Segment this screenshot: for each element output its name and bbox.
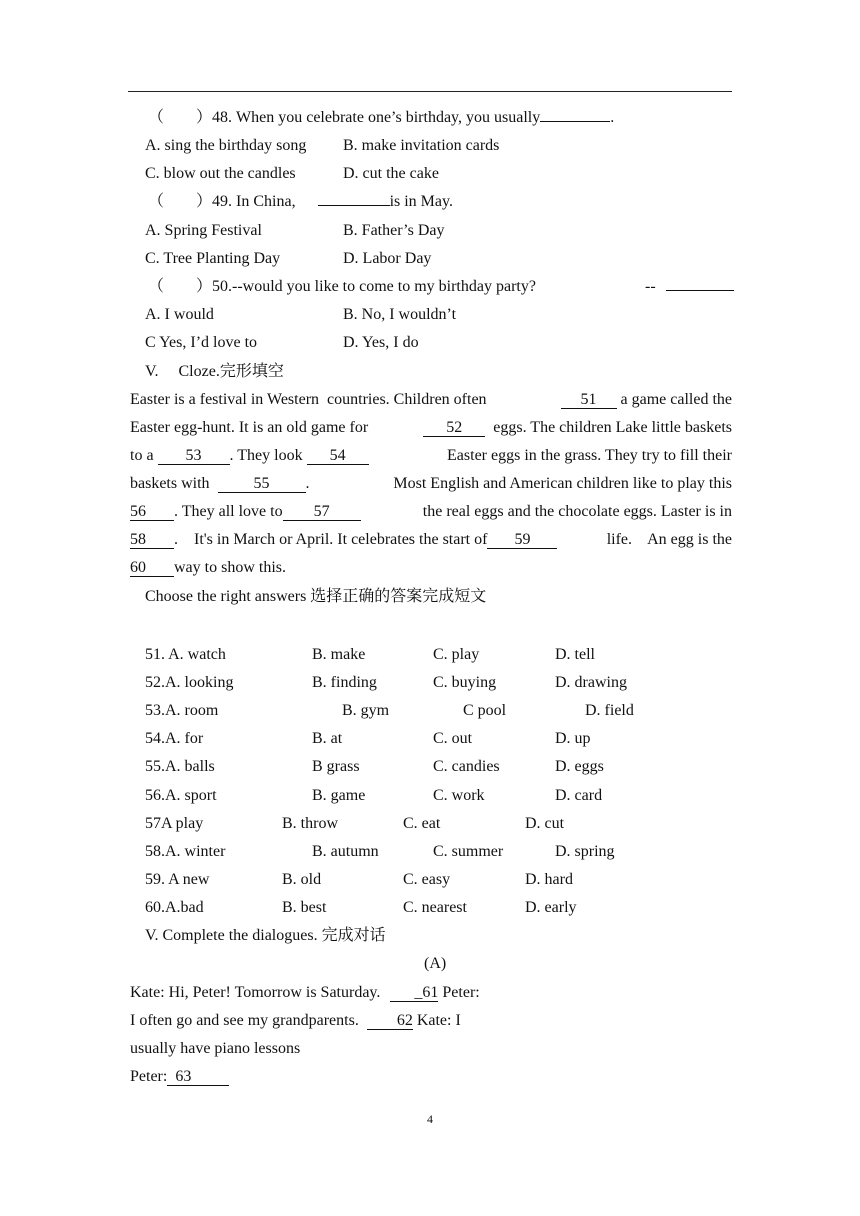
list-item: B. at	[312, 730, 343, 747]
list-item: B. autumn	[312, 843, 379, 860]
question-48: （ ）48. When you celebrate one’s birthday, you usually .	[148, 109, 615, 126]
answer-bracket: （ ）	[148, 109, 213, 126]
question-stem: 50.--would you like to come to my birthday party?	[212, 278, 536, 295]
list-item: 53.A. room	[145, 702, 219, 719]
list-item: C. play	[433, 646, 480, 663]
list-item: D. spring	[555, 843, 615, 860]
cloze-blank-54: 54	[307, 447, 369, 465]
list-item: D. hard	[525, 871, 573, 888]
list-item: B. throw	[282, 815, 338, 832]
list-item: 55.A. balls	[145, 758, 215, 775]
list-item: 59. A new	[145, 871, 210, 888]
cloze-blank-56: 56	[130, 503, 174, 521]
option-c: C. Tree Planting Day	[145, 250, 281, 267]
answer-blank	[318, 205, 390, 206]
question-stem: 48. When you celebrate one’s birthday, you usually	[212, 109, 541, 126]
option-d: D. Labor Day	[343, 250, 432, 267]
list-item: 51. A. watch	[145, 646, 226, 663]
question-50	[148, 277, 536, 297]
cloze-blank-58: 58	[130, 531, 174, 549]
cloze-blank-60: 60	[130, 559, 174, 577]
cloze-blank-57: 57	[283, 503, 361, 521]
list-item: 57A play	[145, 815, 204, 832]
list-item: D. card	[555, 787, 603, 804]
option-c: C Yes, I’d love to	[145, 334, 258, 351]
option-b: B. No, I wouldn’t	[343, 306, 457, 323]
option-b: B. make invitation cards	[343, 137, 500, 154]
option-a: A. sing the birthday song	[145, 137, 307, 154]
list-item: C pool	[463, 702, 507, 719]
list-item: B. game	[312, 787, 366, 804]
list-item: C. buying	[433, 674, 497, 691]
section-heading-dialogue: V. Complete the dialogues. 完成对话	[145, 927, 386, 944]
dialogue-line: Kate: Hi, Peter! Tomorrow is Saturday. _61 Peter:	[130, 984, 480, 1001]
list-item: D. up	[555, 730, 591, 747]
answer-bracket: （ ）	[148, 193, 213, 210]
option-c: C. blow out the candles	[145, 165, 296, 182]
list-item: C. eat	[403, 815, 441, 832]
question-stem: 49. In China,	[212, 193, 300, 210]
page-number: 4	[427, 1112, 433, 1126]
list-item: B. best	[282, 899, 327, 916]
list-item: D. tell	[555, 646, 595, 663]
dialogue-blank-63: 63	[167, 1068, 229, 1086]
cloze-blank-59: 59	[487, 531, 557, 549]
cloze-blank-55: 55	[218, 475, 306, 493]
list-item: C. candies	[433, 758, 500, 775]
option-b: B. Father’s Day	[343, 222, 445, 239]
list-item: B. gym	[342, 702, 390, 719]
dialogue-line: Peter: 63	[130, 1067, 229, 1087]
list-item: C. out	[433, 730, 473, 747]
option-a: A. Spring Festival	[145, 222, 262, 239]
list-item: D. cut	[525, 815, 565, 832]
list-item: 52.A. looking	[145, 674, 234, 691]
dialogue-blank-62: 62	[367, 1012, 413, 1030]
list-item: D. eggs	[555, 758, 604, 775]
list-item: B. old	[282, 871, 322, 888]
list-item: D. field	[585, 702, 634, 719]
cloze-blank-52: 52	[423, 419, 485, 437]
list-item: C. work	[433, 787, 485, 804]
list-item: D. early	[525, 899, 577, 916]
list-item: 60.A.bad	[145, 899, 204, 916]
answer-dash: --	[645, 277, 734, 297]
answer-bracket: （ ）	[148, 278, 213, 295]
dialogue-line: usually have piano lessons	[130, 1040, 301, 1057]
dialogue-part-label: (A)	[424, 955, 447, 972]
cloze-instruction: Choose the right answers 选择正确的答案完成短文	[145, 588, 487, 605]
list-item: 58.A. winter	[145, 843, 226, 860]
list-item: 56.A. sport	[145, 787, 217, 804]
list-item: 54.A. for	[145, 730, 204, 747]
question-49: （ ）49. In China, is in May.	[148, 193, 453, 210]
cloze-blank-51: 51	[561, 391, 617, 409]
option-a: A. I would	[145, 306, 214, 323]
list-item: B. finding	[312, 674, 377, 691]
cloze-blank-53: 53	[158, 447, 230, 465]
option-d: D. Yes, I do	[343, 334, 419, 351]
section-heading-cloze: V. Cloze.完形填空	[145, 363, 284, 380]
dialogue-blank-61: _61	[390, 984, 438, 1002]
list-item: C. easy	[403, 871, 451, 888]
cloze-passage: Easter is a festival in Western countries. Children often 51 a game called the Easter egg-hunt. It is an old game for 52 eggs. The children Lake little baskets to a 53 . They look 54 Easter eggs in the grass. They try to fill their baskets with 55 . Most English and American children like to play this 56 . They all love to 57 the real eggs and the chocolate eggs. Laster is in 58 . It's in March or April. It celebrates the start of 59 life. An egg is the 60 way to show this.	[130, 391, 732, 576]
answer-blank	[540, 121, 610, 122]
answer-blank	[666, 290, 734, 291]
option-d: D. cut the cake	[343, 165, 439, 182]
list-item: B grass	[312, 758, 360, 775]
list-item: C. summer	[433, 843, 504, 860]
dialogue-line: I often go and see my grandparents. 62 Kate: I	[130, 1012, 461, 1029]
list-item: D. drawing	[555, 674, 627, 691]
list-item: B. make	[312, 646, 366, 663]
list-item: C. nearest	[403, 899, 467, 916]
header-rule	[128, 91, 732, 92]
